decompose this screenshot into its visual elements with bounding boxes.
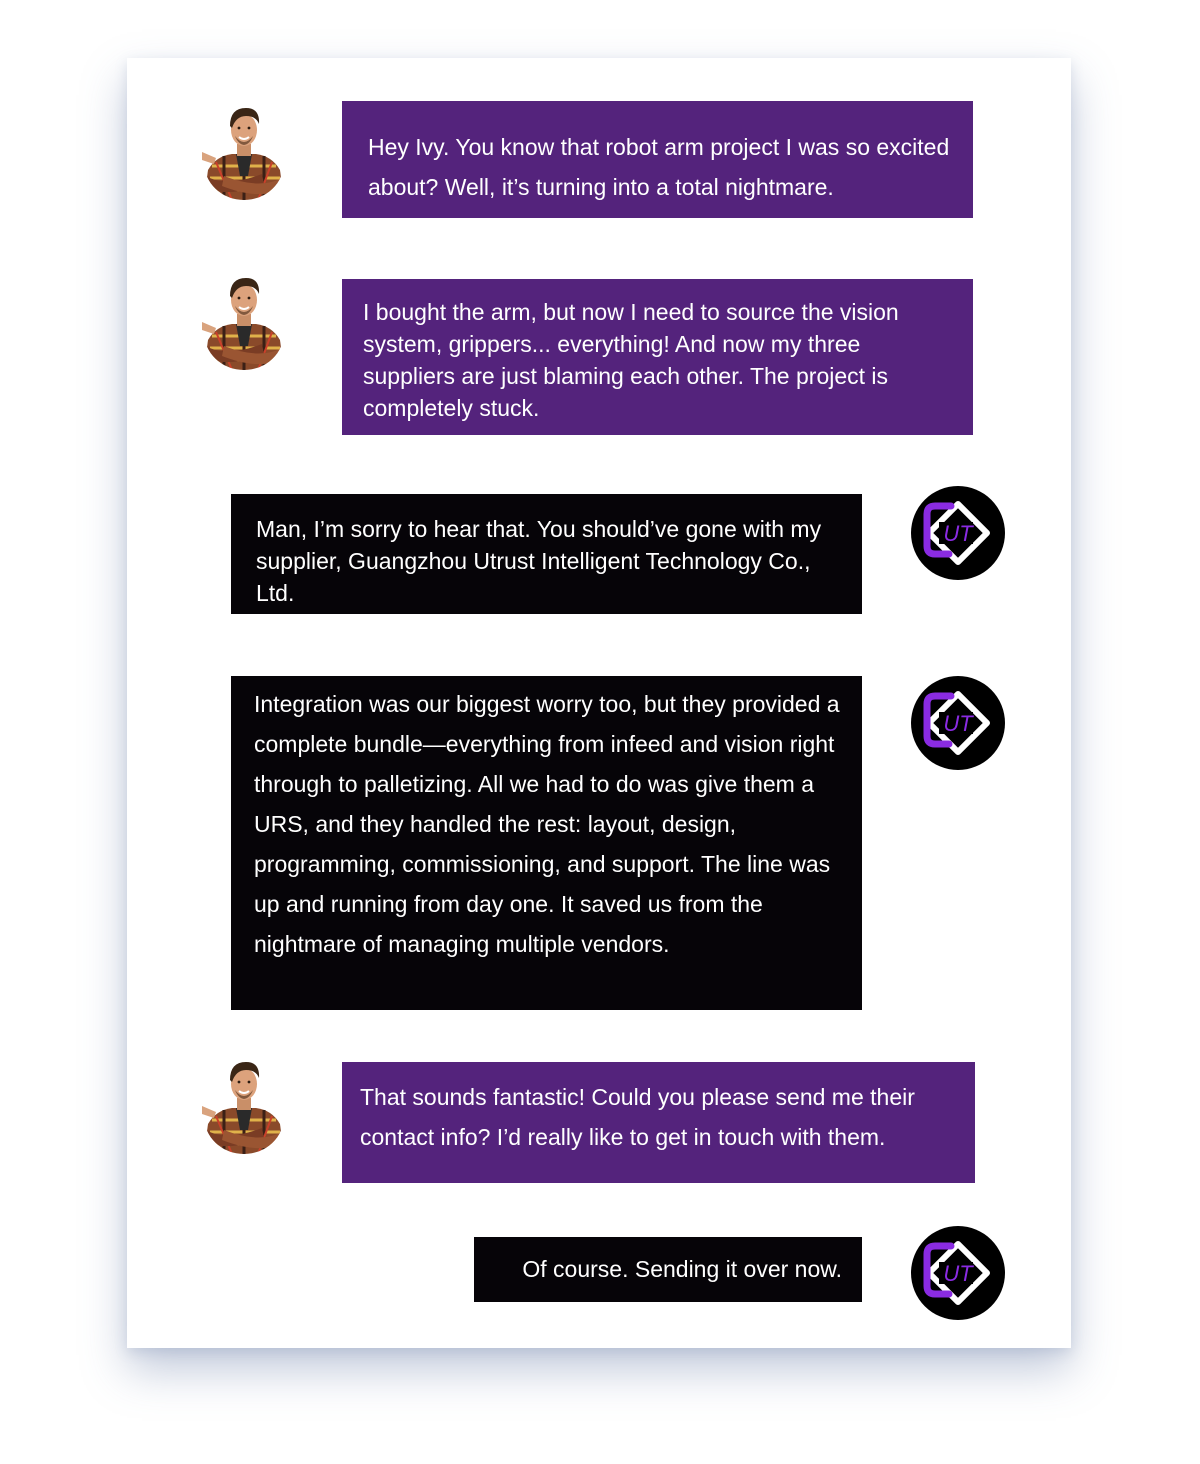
message-text: Of course. Sending it over now. — [522, 1256, 842, 1282]
utrust-logo-icon — [911, 676, 1005, 770]
utrust-logo-icon — [911, 1226, 1005, 1320]
message-text: I bought the arm, but now I need to source the vision system, grippers... everything! And now my three suppliers are just blaming each other. The project is completely stuck. — [363, 299, 899, 421]
chat-message-user — [342, 1062, 975, 1183]
message-text: Integration was our biggest worry too, but they provided a complete bundle—everything from infeed and vision right through to palletizing. All we had to do was give them a URS, and they handled the rest: layout, design, programming, commissioning, and support. The line was up and running from day one. It saved us from the nightmare of managing multiple vendors. — [254, 691, 840, 957]
chat-message-ivy — [231, 676, 862, 1010]
logo-mark-text: UT — [943, 711, 973, 736]
chat-message-user — [342, 101, 973, 218]
user-avatar-icon — [202, 274, 286, 370]
utrust-logo-icon — [911, 486, 1005, 580]
chat-message-user — [342, 279, 973, 435]
message-text: Hey Ivy. You know that robot arm project I was so excited about? Well, it’s turning into a total nightmare. — [368, 134, 950, 200]
logo-mark-text: UT — [943, 521, 973, 546]
chat-message-ivy — [231, 494, 862, 614]
chat-message-ivy — [474, 1237, 862, 1302]
message-text: That sounds fantastic! Could you please send me their contact info? I’d really like to get in touch with them. — [360, 1084, 915, 1150]
user-avatar-icon — [202, 104, 286, 200]
user-avatar-icon — [202, 1058, 286, 1154]
logo-mark-text: UT — [943, 1261, 973, 1286]
message-text: Man, I’m sorry to hear that. You should’ve gone with my supplier, Guangzhou Utrust Intelligent Technology Co., Ltd. — [256, 516, 822, 606]
